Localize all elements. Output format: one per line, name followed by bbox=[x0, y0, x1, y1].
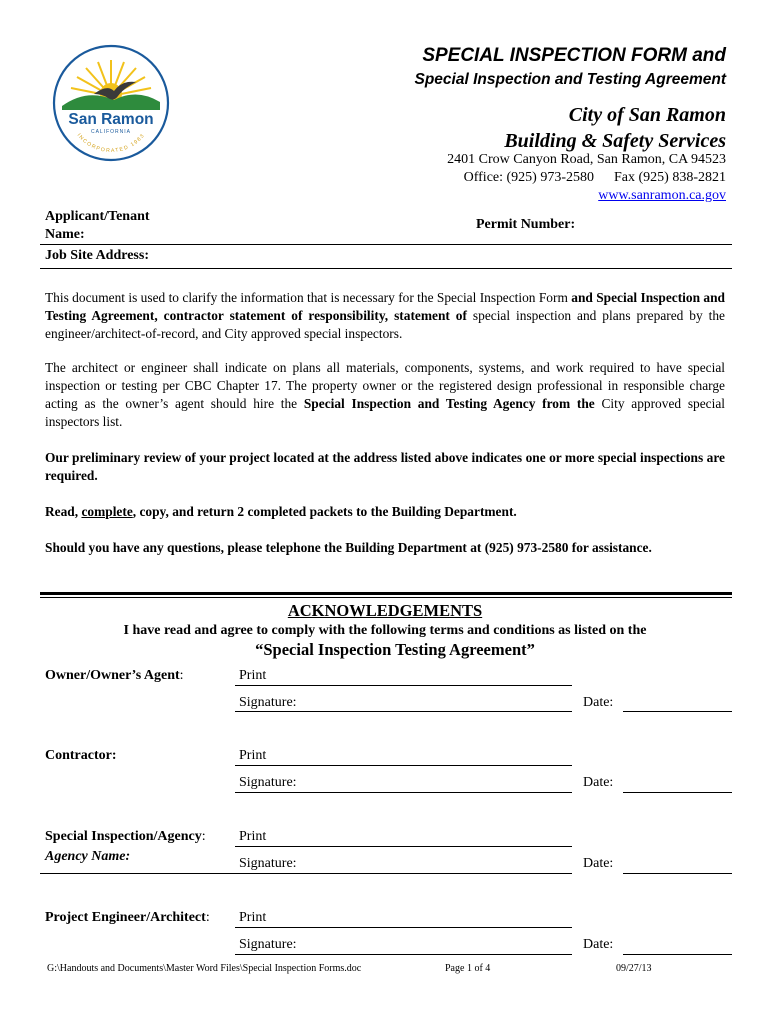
permit-number-field[interactable] bbox=[590, 210, 728, 242]
section-rule-thick bbox=[40, 592, 732, 595]
permit-number-label: Permit Number: bbox=[476, 217, 576, 232]
contact-line bbox=[464, 170, 726, 186]
logo-ring-text: INCORPORATED 1983 bbox=[75, 132, 147, 155]
agency-label: Special Inspection/Agency: bbox=[45, 829, 206, 844]
form-subtitle: Special Inspection and Testing Agreement bbox=[414, 71, 726, 88]
contractor-date-label: Date: bbox=[583, 775, 614, 790]
ack-agreement-title: “Special Inspection Testing Agreement” bbox=[255, 640, 535, 659]
ack-intro: I have read and agree to comply with the following terms and conditions as listed on the bbox=[123, 623, 647, 638]
contractor-label: Contractor: bbox=[45, 748, 117, 763]
review-paragraph: Our preliminary review of your project located at the address listed above indicates one or more special inspections are required. bbox=[45, 450, 725, 483]
footer-page-number: Page 1 of 4 bbox=[445, 963, 491, 974]
section-rule-thin bbox=[40, 597, 732, 598]
website-link[interactable]: www.sanramon.ca.gov bbox=[598, 188, 726, 203]
agency-print-label: Print bbox=[239, 829, 267, 844]
address: 2401 Crow Canyon Road, San Ramon, CA 94523 bbox=[447, 152, 726, 167]
questions-paragraph: Should you have any questions, please telephone the Building Department at (925) 973-2580 for assistance. bbox=[45, 540, 652, 555]
owner-label: Owner/Owner’s Agent: bbox=[45, 668, 184, 683]
engineer-date-label: Date: bbox=[583, 937, 614, 952]
city-name: City of San Ramon bbox=[568, 104, 726, 126]
owner-date-label: Date: bbox=[583, 695, 614, 710]
owner-signature-line[interactable] bbox=[235, 711, 572, 712]
job-site-label: Job Site Address: bbox=[45, 248, 149, 263]
engineer-label: Project Engineer/Architect: bbox=[45, 910, 210, 925]
engineer-signature-line[interactable] bbox=[235, 954, 572, 955]
contractor-signature-label: Signature: bbox=[239, 775, 297, 790]
logo-state: CALIFORNIA bbox=[90, 129, 132, 135]
applicant-label: Applicant/Tenant Name: bbox=[45, 209, 150, 242]
department-name: Building & Safety Services bbox=[504, 130, 726, 152]
applicant-field[interactable] bbox=[175, 210, 395, 242]
contractor-signature-line[interactable] bbox=[235, 792, 572, 793]
footer-date: 09/27/13 bbox=[616, 963, 652, 974]
owner-date-line[interactable] bbox=[623, 711, 732, 712]
fax-number: Fax (925) 838-2821 bbox=[614, 170, 726, 185]
agency-name-label: Agency Name: bbox=[45, 849, 131, 864]
job-site-field[interactable] bbox=[165, 246, 725, 266]
field-divider bbox=[40, 268, 732, 269]
agency-date-label: Date: bbox=[583, 856, 614, 871]
agency-signature-line[interactable] bbox=[40, 873, 572, 874]
instructions-paragraph: Read, complete, copy, and return 2 completed packets to the Building Department. bbox=[45, 504, 517, 519]
ack-heading: ACKNOWLEDGEMENTS bbox=[287, 601, 483, 620]
owner-print-line[interactable] bbox=[235, 685, 572, 686]
footer-file-path: G:\Handouts and Documents\Master Word Files\Special Inspection Forms.doc bbox=[47, 963, 362, 974]
city-seal-icon bbox=[52, 44, 170, 162]
field-divider bbox=[40, 244, 732, 245]
engineer-print-line[interactable] bbox=[235, 927, 572, 928]
contractor-print-line[interactable] bbox=[235, 765, 572, 766]
architect-paragraph: The architect or engineer shall indicate on plans all materials, components, systems, and work required to have special inspection or testing per CBC Chapter 17. The property owner or the registered design professional in responsible charge acting as the owner’s agent should hire the Special Inspection and Testing Agency from the City approved special inspectors list. bbox=[45, 360, 725, 429]
agency-print-line[interactable] bbox=[235, 846, 572, 847]
office-phone: Office: (925) 973-2580 bbox=[463, 170, 594, 185]
owner-print-label: Print bbox=[239, 668, 267, 683]
engineer-signature-label: Signature: bbox=[239, 937, 297, 952]
engineer-date-line[interactable] bbox=[623, 954, 732, 955]
city-logo bbox=[52, 44, 170, 162]
contractor-date-line[interactable] bbox=[623, 792, 732, 793]
agency-signature-label: Signature: bbox=[239, 856, 297, 871]
engineer-print-label: Print bbox=[239, 910, 267, 925]
contractor-print-label: Print bbox=[239, 748, 267, 763]
agency-date-line[interactable] bbox=[623, 873, 732, 874]
logo-city: San Ramon bbox=[68, 111, 154, 128]
intro-paragraph: This document is used to clarify the information that is necessary for the Special Inspection Form and Special Inspection and Testing Agreement, contractor statement of responsibility, statement of special inspection and plans prepared by the engineer/architect-of-record, and City approved special inspectors. bbox=[45, 290, 725, 341]
form-title: SPECIAL INSPECTION FORM and bbox=[422, 45, 726, 66]
owner-signature-label: Signature: bbox=[239, 695, 297, 710]
